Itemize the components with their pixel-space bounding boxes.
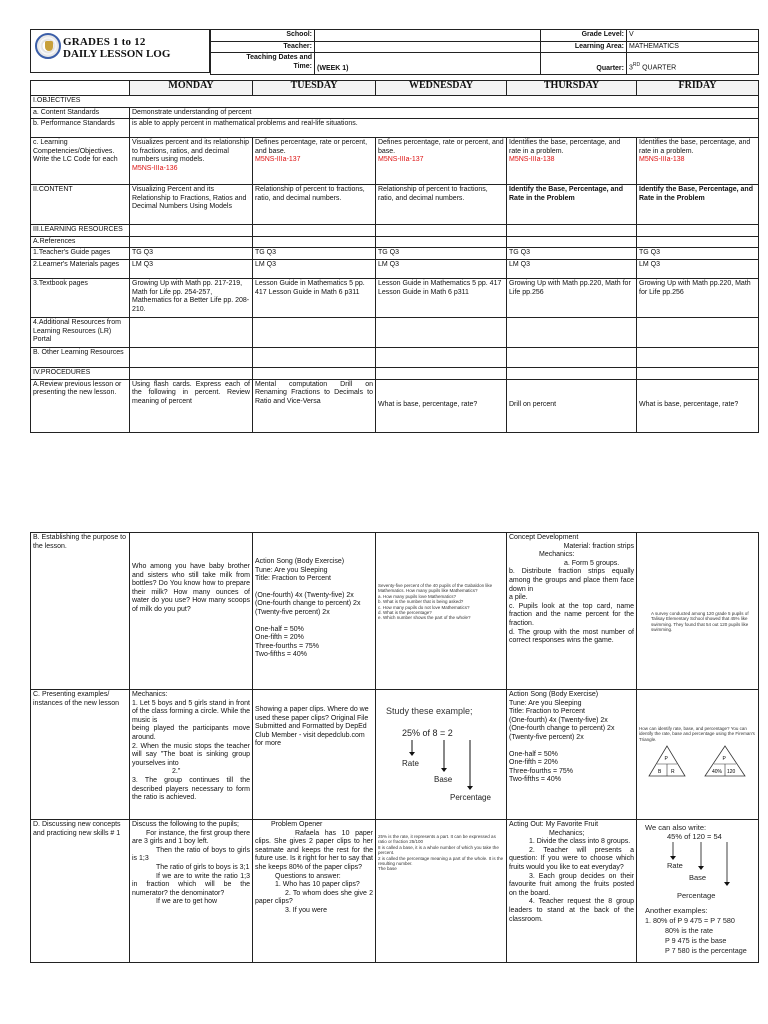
empty-cell <box>130 347 253 367</box>
discuss-mon-line: If we are to get how <box>156 898 218 906</box>
content-std-value: Demonstrate understanding of percent <box>130 107 759 119</box>
empty-cell <box>130 367 253 379</box>
empty-cell <box>507 225 637 237</box>
review-tue: Mental computation Drill on Renaming Fractions to Decimals to Ratio and Vice-Versa <box>253 379 376 432</box>
quarter-text: QUARTER <box>640 64 677 72</box>
empty-cell <box>637 367 759 379</box>
grade-value[interactable]: V <box>627 30 759 42</box>
purpose-wed <box>376 533 507 690</box>
purpose-thu-line: b. Distribute fraction strips equally among the groups and place them face down in <box>509 568 634 593</box>
triangle-1-right: R <box>671 769 675 776</box>
empty-cell <box>253 367 376 379</box>
empty-cell <box>637 236 759 248</box>
references-label: A.References <box>31 236 130 248</box>
discuss-wed <box>376 820 507 963</box>
dll-logo-box <box>30 29 210 73</box>
discuss-label: D. Discussing new concepts and practicing new skills # 1 <box>31 820 130 963</box>
present-thu-line: (One-fourth change to percent) 2x <box>509 725 615 733</box>
textbook-fri: Growing Up with Math pp.220, Math for Life pp.256 <box>637 278 759 317</box>
empty-cell <box>130 225 253 237</box>
rate-arrow-head <box>409 752 415 756</box>
empty-cell <box>637 225 759 237</box>
purpose-thu-line: a. Form 5 groups. <box>564 559 620 567</box>
other-label: B. Other Learning Resources <box>31 347 130 367</box>
purpose-wed-img-line: a. How many pupils love Mathematics? <box>378 593 457 599</box>
present-mon-line: 3. The group continues till the described players necessary to form the ratio is achieved. <box>132 776 250 802</box>
fri-examples-heading: Another examples: <box>645 906 708 915</box>
purpose-wed-img-line: Seventy-five percent of the 40 pupils of the Gabaldon like Mathematics. How many pupils like Mathematics? <box>378 583 493 594</box>
dates-value[interactable] <box>315 53 541 75</box>
firemans-triangle-figure <box>639 744 757 784</box>
lc-fri-text: Identifies the base, percentage, and rate in a problem. <box>639 139 751 155</box>
day-tuesday: TUESDAY <box>253 81 376 96</box>
purpose-tue <box>253 533 376 690</box>
study-equation: 25% of 8 = 2 <box>402 728 453 738</box>
dates-label-1: Teaching Dates and <box>246 54 312 62</box>
purpose-wed-img-line: d. What is the percentage? <box>378 610 432 616</box>
objectives-heading: I.OBJECTIVES <box>31 96 759 108</box>
purpose-thu-line: c. Pupils look at the top card, name fraction and the name percent for the fraction. <box>509 602 634 627</box>
fri-pct-arrow-head <box>724 882 730 886</box>
empty-cell <box>253 347 376 367</box>
dll-title-line1: GRADES 1 to 12 <box>63 36 146 48</box>
present-mon <box>130 690 253 820</box>
empty-cell <box>253 236 376 248</box>
discuss-thu-line: 4. Teacher request the 8 group leaders to stand at the back of the classroom. <box>509 898 634 923</box>
fri-example-4: P 7 580 is the percentage <box>665 946 747 955</box>
content-tue: Relationship of percent to fractions, ratio, and decimal numbers. <box>253 185 376 225</box>
present-mon-line: 2." <box>172 768 181 776</box>
triangle-2-left: 40% <box>712 769 723 776</box>
deped-seal-icon <box>35 33 61 59</box>
quarter-num: 3 <box>629 64 633 72</box>
dll-table-page1 <box>30 80 759 433</box>
discuss-mon <box>130 820 253 963</box>
dates-label <box>211 53 315 75</box>
quarter-label: Quarter: <box>541 53 627 75</box>
triangle-1-top: P <box>664 756 668 763</box>
content-wed: Relationship of percent to fractions, ratio, and decimal numbers. <box>376 185 507 225</box>
lc-wed <box>376 138 507 185</box>
textbook-mon: Growing Up with Math pp. 217-219, Math for Life pp. 254-257, Mathematics for a Better Life pp. 208-210. <box>130 278 253 317</box>
purpose-tue-line: One-half = 50% <box>255 625 304 633</box>
lc-tue <box>253 138 376 185</box>
present-thu-line: One-half = 50% <box>509 750 558 758</box>
friday-percent-figure <box>637 820 757 960</box>
purpose-thu-line: Material: fraction strips <box>563 542 634 550</box>
purpose-tue-line: One-fifth = 20% <box>255 634 304 642</box>
lc-thu-text: Identifies the base, percentage, and rate in a problem. <box>509 139 621 155</box>
fri-example-1: 1. 80% of P 9 475 = P 7 580 <box>645 916 735 925</box>
lc-thu-code: M5NS-IIIa-138 <box>509 156 555 164</box>
header-info-table <box>210 29 759 75</box>
empty-cell <box>376 236 507 248</box>
present-mon-line: 1. Let 5 boys and 5 girls stand in front of the class forming a circle. While the music is <box>132 699 250 724</box>
tg-thu: TG Q3 <box>507 248 637 260</box>
area-label: Learning Area: <box>541 41 627 53</box>
textbook-wed: Lesson Guide in Mathematics 5 pp. 417 Lesson Guide in Math 6 p311 <box>376 278 507 317</box>
discuss-tue <box>253 820 376 963</box>
day-thursday: THURSDAY <box>507 81 637 96</box>
tg-wed: TG Q3 <box>376 248 507 260</box>
present-wed <box>376 690 507 820</box>
present-fri-img-text: How can identify rate, base, and percentage? You can identify the rate, base and percentage using the Fireman's Triangle. <box>639 726 755 742</box>
textbook-thu: Growing Up with Math pp.220, Math for Life pp.256 <box>507 278 637 317</box>
review-label: A.Review previous lesson or presenting the new lesson. <box>31 379 130 432</box>
discuss-mon-line: If we are to write the ratio 1;3 in fraction which will be the numerator? the denominator? <box>132 872 250 897</box>
present-thu-line: Two-fifths = 40% <box>509 776 561 784</box>
purpose-tue-line: Tune: Are you Sleeping <box>255 566 328 574</box>
discuss-thu-line: Acting Out: My Favorite Fruit <box>509 821 599 828</box>
dates-label-2: Time: <box>293 62 312 70</box>
day-wednesday: WEDNESDAY <box>376 81 507 96</box>
area-value[interactable]: MATHEMATICS <box>627 41 759 53</box>
triangle-2-right: 120 <box>727 769 736 776</box>
tg-fri: TG Q3 <box>637 248 759 260</box>
content-label: II.CONTENT <box>31 185 130 225</box>
purpose-tue-line: (Twenty-five percent) 2x <box>255 608 330 616</box>
study-percentage: Percentage <box>450 793 491 802</box>
tg-tue: TG Q3 <box>253 248 376 260</box>
empty-cell <box>507 236 637 248</box>
empty-cell <box>130 317 253 347</box>
discuss-fri <box>637 820 759 963</box>
present-tue: Showing a paper clips. Where do we used these paper clips? Original File Submitted and Formatted by DepEd Club Member - visit depedclub.com for more <box>253 690 376 820</box>
day-friday: FRIDAY <box>637 81 759 96</box>
discuss-tue-line: 2. To whom does she give 2 paper clips? <box>255 889 373 906</box>
triangle-2-top: P <box>722 756 726 763</box>
discuss-wed-img-line: 25% is the rate, it represents a part. It can be expressed as ratio or fraction 25/100 <box>378 834 496 845</box>
present-fri <box>637 690 759 820</box>
grade-label: Grade Level: <box>541 30 627 42</box>
discuss-thu <box>507 820 637 963</box>
present-thu-line: (Twenty-five percent) 2x <box>509 733 584 741</box>
discuss-wed-img-line: The base <box>378 866 397 872</box>
fri-example-2: 80% is the rate <box>665 926 713 935</box>
empty-cell <box>507 367 637 379</box>
lc-wed-code: M5NS-IIIa-137 <box>378 156 424 164</box>
lc-tue-text: Defines percentage, rate or percent, and base. <box>255 139 368 155</box>
tg-label: 1.Teacher's Guide pages <box>31 248 130 260</box>
study-base: Base <box>434 775 453 784</box>
week-text: (WEEK 1) <box>317 64 349 72</box>
empty-cell <box>637 317 759 347</box>
teacher-label: Teacher: <box>211 41 315 53</box>
fri-percentage: Percentage <box>677 891 716 900</box>
purpose-mon: Who among you have baby brother and sisters who still take milk from bottles? Do You know how to prepare their milk? How many ounces of water do you use? How many scoops of milk do you put? <box>130 533 253 690</box>
present-thu-line: Action Song (Body Exercise) <box>509 691 599 698</box>
review-mon: Using flash cards. Express each of the following in percent. Review meaning of percent <box>130 379 253 432</box>
perf-std-value: is able to apply percent in mathematical problems and real-life situations. <box>130 119 759 138</box>
pct-arrow-head <box>467 786 473 790</box>
purpose-thu-line: Mechanics: <box>539 551 575 559</box>
textbook-tue: Lesson Guide in Mathematics 5 pp. 417 Lesson Guide in Math 6 p311 <box>253 278 376 317</box>
additional-label: 4.Additional Resources from Learning Resources (LR) Portal <box>31 317 130 347</box>
purpose-tue-line: (One-fourth) 4x (Twenty-five) 2x <box>255 591 354 599</box>
present-thu <box>507 690 637 820</box>
purpose-tue-line: Two-fifths = 40% <box>255 651 307 659</box>
lc-mon-code: M5NS-IIIa-136 <box>132 164 178 172</box>
empty-cell <box>253 225 376 237</box>
empty-cell <box>376 225 507 237</box>
tg-mon: TG Q3 <box>130 248 253 260</box>
purpose-fri-img-text: A survey conducted among 120 grade 5 pupils of Talisay Elementary School showed that 45% like swimming. They found that 54 out 120 pupils like swimming. <box>651 611 749 633</box>
content-fri: Identify the Base, Percentage, and Rate in the Problem <box>637 185 759 225</box>
discuss-mon-line: For instance, the first group there are 3 girls and 1 boy left. <box>132 829 250 846</box>
purpose-fri <box>637 533 759 690</box>
present-mon-line: 2. When the music stops the teacher will say "The boat is sinking group yourselves into <box>132 742 250 767</box>
quarter-value[interactable] <box>627 53 759 75</box>
school-value[interactable] <box>315 30 541 42</box>
purpose-thu-line: Concept Development <box>509 534 579 541</box>
present-mon-line: Mechanics: <box>132 691 168 698</box>
purpose-thu-line: d. The group with the most number of correct responses wins the game. <box>509 628 634 645</box>
triangle-1-left: B <box>658 769 662 776</box>
base-arrow-head <box>441 768 447 772</box>
content-thu: Identify the Base, Percentage, and Rate in the Problem <box>507 185 637 225</box>
procedures-label: IV.PROCEDURES <box>31 367 130 379</box>
present-label: C. Presenting examples/ instances of the new lesson <box>31 690 130 820</box>
dll-table-page2 <box>30 532 759 963</box>
discuss-mon-line: Then the ratio of boys to girls is 1;3 <box>132 846 250 863</box>
fri-base: Base <box>689 873 707 882</box>
lc-wed-text: Defines percentage, rate or percent, and base. <box>378 139 504 155</box>
present-thu-line: One-fifth = 20% <box>509 759 558 767</box>
content-mon: Visualizing Percent and its Relationship to Fractions, Ratios and Decimal Numbers Using Models <box>130 185 253 225</box>
textbook-label: 3.Textbook pages <box>31 278 130 317</box>
purpose-thu-line: a pile. <box>509 594 528 602</box>
content-std-label: a. Content Standards <box>31 107 130 119</box>
fri-rate: Rate <box>667 861 683 870</box>
empty-cell <box>130 236 253 248</box>
lm-fri: LM Q3 <box>637 259 759 278</box>
lc-mon <box>130 138 253 185</box>
purpose-tue-line: Action Song (Body Exercise) <box>255 558 345 565</box>
discuss-tue-line: Problem Opener <box>271 821 323 828</box>
lc-thu <box>507 138 637 185</box>
discuss-thu-line: 1. Divide the class into 8 groups. <box>529 838 631 846</box>
empty-cell <box>376 317 507 347</box>
purpose-tue-line: Title: Fraction to Percent <box>255 575 331 583</box>
fri-base-arrow-head <box>698 866 704 870</box>
fri-example-3: P 9 475 is the base <box>665 936 727 945</box>
purpose-wed-img-line: c. How many pupils do not love Mathematics? <box>378 604 470 610</box>
lc-fri <box>637 138 759 185</box>
empty-cell <box>507 317 637 347</box>
study-title: Study these example; <box>386 706 473 716</box>
lc-tue-code: M5NS-IIIa-137 <box>255 156 301 164</box>
dll-title-line2: DAILY LESSON LOG <box>63 48 171 60</box>
present-thu-line: Tune: Are you Sleeping <box>509 699 582 707</box>
discuss-thu-line: 3. Each group decides on their favourite fruit among the fruits posted on the board. <box>509 872 634 897</box>
corner-cell <box>31 81 130 96</box>
lc-fri-code: M5NS-IIIa-138 <box>639 156 685 164</box>
purpose-tue-line: (One-fourth change to percent) 2x <box>255 600 361 608</box>
discuss-mon-line: The ratio of girls to boys is 3;1 <box>156 863 250 871</box>
study-example-figure <box>378 692 506 817</box>
empty-cell <box>376 347 507 367</box>
fri-rate-arrow-head <box>670 856 676 860</box>
discuss-tue-line: Questions to answer: <box>275 872 341 880</box>
discuss-thu-line: Mechanics; <box>549 829 585 837</box>
review-wed: What is base, percentage, rate? <box>376 379 507 432</box>
empty-cell <box>507 347 637 367</box>
day-monday: MONDAY <box>130 81 253 96</box>
review-fri: What is base, percentage, rate? <box>637 379 759 432</box>
resources-label: III.LEARNING RESOURCES <box>31 225 130 237</box>
lc-mon-text: Visualizes percent and its relationship to fractions, ratios, and decimal numbers using models. <box>132 139 249 164</box>
discuss-thu-line: 2. Teacher will presents a question: If you were to choose which fruits would you like to eat everyday? <box>509 846 634 871</box>
discuss-tue-line: Rafaela has 10 paper clips. She gives 2 paper clips to her seatmate and keeps the rest for the future use. Is it right for her to say that she keeps 80% of the paper clips? <box>255 829 373 871</box>
present-thu-line: Three-fourths = 75% <box>509 767 574 775</box>
discuss-tue-line: 3. If you were <box>285 906 328 914</box>
present-thu-line: (One-fourth) 4x (Twenty-five) 2x <box>509 716 608 724</box>
fri-also-text: We can also write: <box>645 823 707 832</box>
purpose-thu <box>507 533 637 690</box>
purpose-wed-img-line: e. Which number shows the part of the whole? <box>378 615 471 621</box>
discuss-tue-line: 1. Who has 10 paper clips? <box>275 881 360 889</box>
teacher-value[interactable] <box>315 41 541 53</box>
discuss-mon-line: Discuss the following to the pupils; <box>132 821 239 828</box>
empty-cell <box>376 367 507 379</box>
review-thu: Drill on percent <box>507 379 637 432</box>
purpose-label: B. Establishing the purpose to the lesson. <box>31 533 130 690</box>
school-label: School: <box>211 30 315 42</box>
quarter-sup: RD <box>632 62 641 69</box>
lm-tue: LM Q3 <box>253 259 376 278</box>
purpose-wed-img-line: b. What is the number that is being asked? <box>378 599 464 605</box>
empty-cell <box>637 347 759 367</box>
present-thu-line: Title: Fraction to Percent <box>509 708 585 716</box>
purpose-tue-line: Three-fourths = 75% <box>255 642 320 650</box>
study-rate: Rate <box>402 759 419 768</box>
empty-cell <box>253 317 376 347</box>
discuss-wed-img-line: 2 is called the percentage meaning a part of the whole. It is the resulting number. <box>378 855 504 867</box>
lc-label: c. Learning Competencies/Objectives. Write the LC Code for each <box>31 138 130 185</box>
lm-mon: LM Q3 <box>130 259 253 278</box>
discuss-wed-img-line: 8 is called a base, it is a whole number of which you take the percent. <box>378 844 499 856</box>
lm-label: 2.Learner's Materials pages <box>31 259 130 278</box>
present-mon-line: being played the participants move around. <box>132 725 250 741</box>
perf-std-label: b. Performance Standards <box>31 119 130 138</box>
lm-thu: LM Q3 <box>507 259 637 278</box>
fri-equation: 45% of 120 = 54 <box>667 832 722 841</box>
lm-wed: LM Q3 <box>376 259 507 278</box>
